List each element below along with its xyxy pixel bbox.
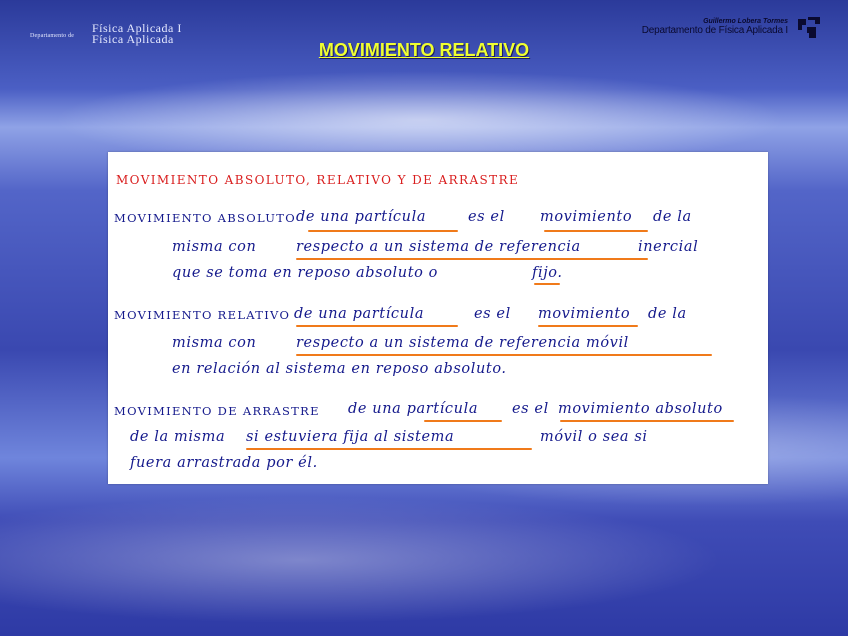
p3-text: de una partícula bbox=[348, 401, 479, 417]
page-title: MOVIMIENTO RELATIVO bbox=[318, 40, 530, 60]
p2-text: de una partícula bbox=[294, 306, 425, 322]
p3-text: de la misma bbox=[130, 429, 226, 445]
logo-line-2: Física Aplicada bbox=[92, 32, 174, 46]
p1-text: misma con bbox=[172, 239, 257, 255]
p1-text: movimiento bbox=[540, 209, 633, 225]
p3-text: móvil o sea si bbox=[540, 429, 648, 445]
underline bbox=[296, 354, 712, 356]
underline bbox=[308, 230, 458, 232]
logo-small-text: Departamento de bbox=[30, 33, 75, 39]
p2-text: es el bbox=[474, 306, 511, 322]
p1-text: de la bbox=[653, 209, 692, 225]
term-arrastre: MOVIMIENTO DE ARRASTRE bbox=[114, 404, 320, 418]
author-block bbox=[642, 18, 788, 36]
p3-text: fuera arrastrada por él. bbox=[130, 455, 318, 471]
university-logo-icon bbox=[796, 16, 822, 40]
underline bbox=[544, 230, 648, 232]
underline bbox=[560, 420, 734, 422]
p3-text: movimiento absoluto bbox=[558, 401, 723, 417]
handwritten-notes bbox=[108, 152, 768, 484]
p1-text: de una partícula bbox=[296, 209, 427, 225]
p2-text: en relación al sistema en reposo absoluto. bbox=[172, 361, 507, 377]
notes-heading: MOVIMIENTO ABSOLUTO, RELATIVO Y DE ARRASTRE bbox=[116, 173, 520, 187]
p1-text: es el bbox=[468, 209, 505, 225]
term-absoluto: MOVIMIENTO ABSOLUTO bbox=[114, 211, 296, 225]
underline bbox=[296, 325, 458, 327]
logo-line-1: Física Aplicada I bbox=[92, 21, 182, 35]
p1-text: fijo. bbox=[532, 265, 563, 281]
term-relativo: MOVIMIENTO RELATIVO bbox=[114, 308, 291, 322]
p2-text: misma con bbox=[172, 335, 257, 351]
underline bbox=[424, 420, 502, 422]
p1-text: que se toma en reposo absoluto o bbox=[172, 265, 439, 281]
p2-text: de la bbox=[648, 306, 687, 322]
author-name: Guillermo Lobera Tormes bbox=[703, 18, 788, 25]
underline bbox=[246, 448, 532, 450]
p1-text: respecto a un sistema de referencia bbox=[296, 239, 581, 255]
underline bbox=[296, 258, 648, 260]
p2-text: respecto a un sistema de referencia móvil bbox=[296, 335, 629, 351]
department-name: Departamento de Física Aplicada I bbox=[641, 25, 788, 36]
underline bbox=[538, 325, 638, 327]
p3-text: es el bbox=[512, 401, 549, 417]
underline bbox=[534, 283, 560, 285]
p2-text: movimiento bbox=[538, 306, 631, 322]
p3-text: si estuviera fija al sistema bbox=[246, 429, 455, 445]
p1-text: inercial bbox=[638, 239, 699, 255]
